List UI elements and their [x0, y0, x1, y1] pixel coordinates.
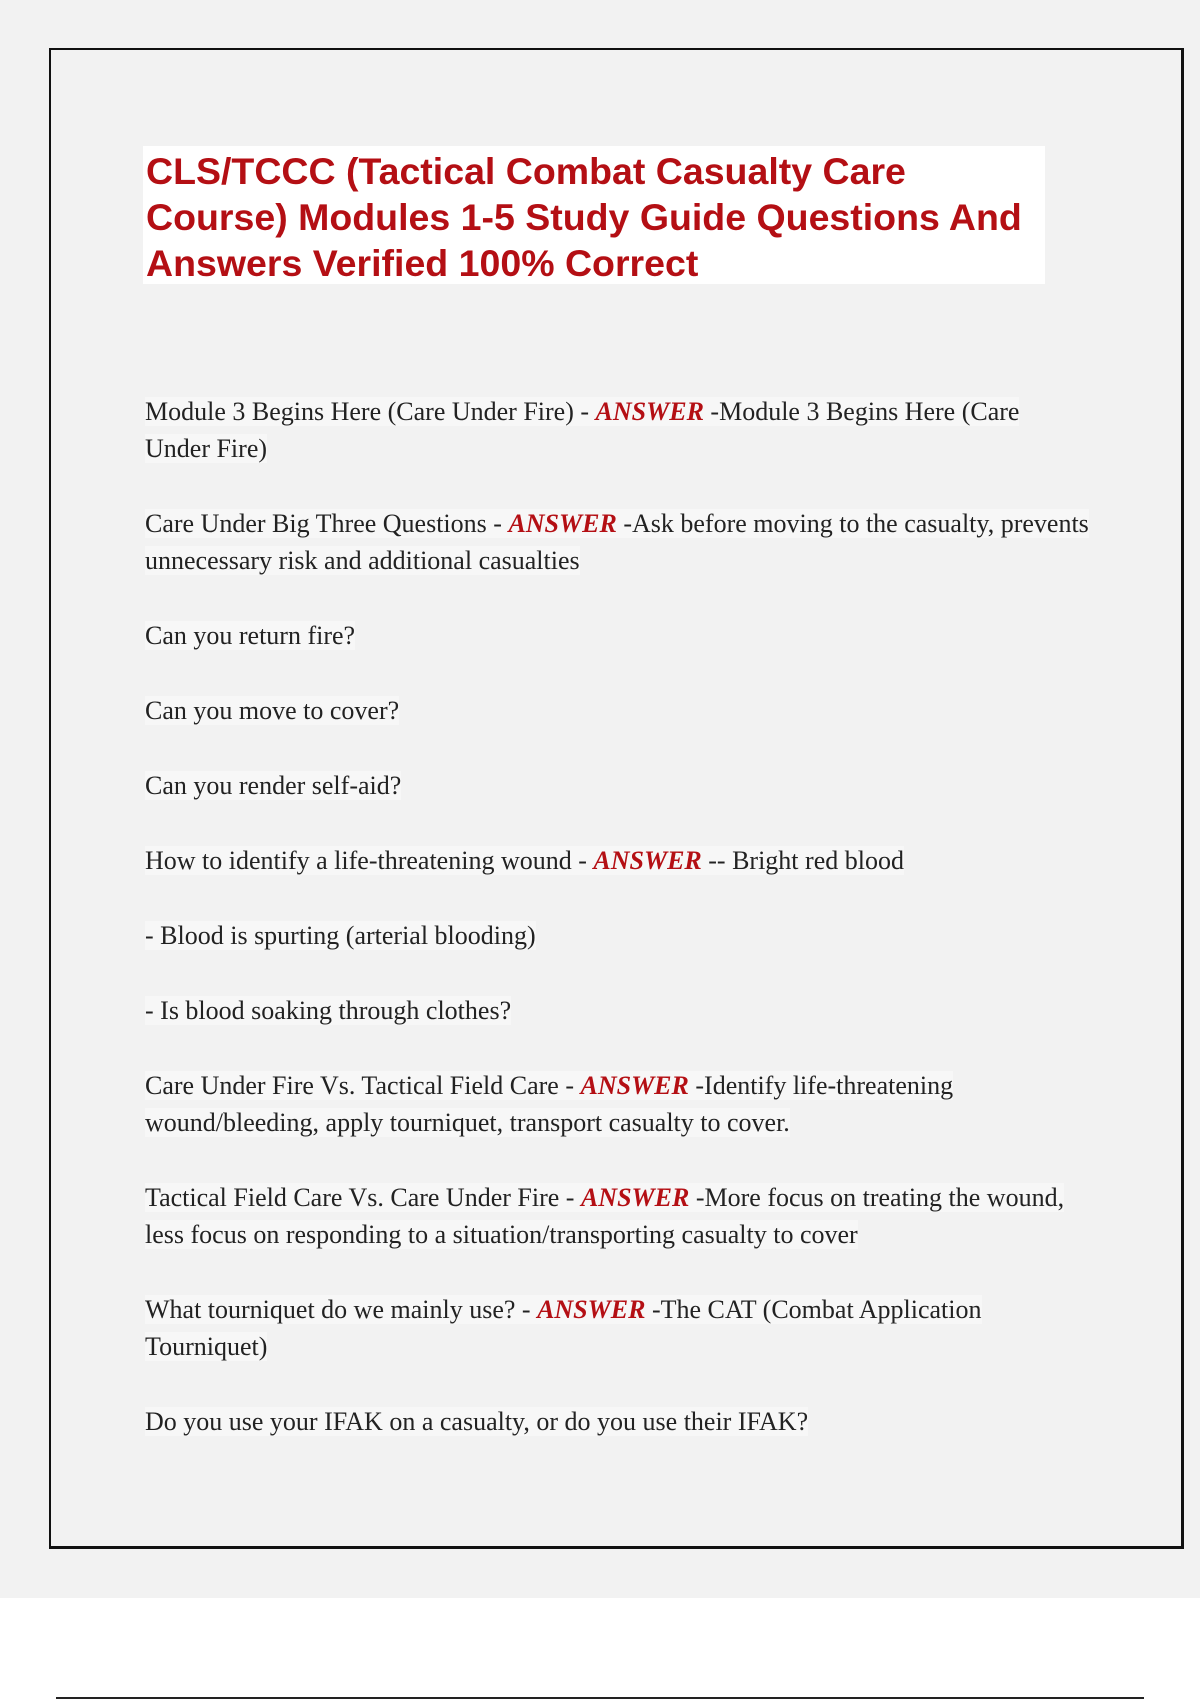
qa-item	[145, 1067, 1090, 1141]
list-item	[145, 917, 1090, 954]
list-item	[145, 767, 1090, 804]
answer-text: -Identify life-threatening wound/bleeding, apply tourniquet, transport casualty to cover.	[145, 1071, 954, 1137]
question-text: Tactical Field Care Vs. Care Under Fire -	[145, 1183, 581, 1212]
answer-text: -- Bright red blood	[701, 846, 904, 875]
answer-label: ANSWER	[595, 397, 704, 426]
list-item	[145, 692, 1090, 729]
item-text: Do you use your IFAK on a casualty, or do you use their IFAK?	[145, 1407, 809, 1436]
question-text: What tourniquet do we mainly use? -	[145, 1295, 538, 1324]
item-text: Can you return fire?	[145, 621, 356, 650]
list-item	[145, 1403, 1090, 1440]
document-title: CLS/TCCC (Tactical Combat Casualty Care Course) Modules 1-5 Study Guide Questions And Answers Verified 100% Correct	[146, 150, 1022, 284]
question-text: Module 3 Begins Here (Care Under Fire) -	[145, 397, 596, 426]
item-text: - Blood is spurting (arterial blooding)	[145, 921, 536, 950]
item-text: Can you move to cover?	[145, 696, 400, 725]
answer-label: ANSWER	[580, 1071, 689, 1100]
footer-rule	[56, 1697, 1144, 1699]
list-item	[145, 992, 1090, 1029]
item-text: Can you render self-aid?	[145, 771, 402, 800]
answer-label: ANSWER	[508, 509, 617, 538]
list-item	[145, 617, 1090, 654]
answer-text: -Ask before moving to the casualty, prevents unnecessary risk and additional casualties	[145, 509, 1089, 575]
answer-text: -Module 3 Begins Here (Care Under Fire)	[145, 397, 1020, 463]
item-text: - Is blood soaking through clothes?	[145, 996, 512, 1025]
qa-item	[145, 1179, 1090, 1253]
answer-text: -More focus on treating the wound, less focus on responding to a situation/transporting casualty to cover	[145, 1183, 1065, 1249]
question-text: How to identify a life-threatening wound -	[145, 846, 594, 875]
qa-item	[145, 842, 1090, 879]
qa-item	[145, 505, 1090, 579]
answer-text: -The CAT (Combat Application Tourniquet)	[145, 1295, 982, 1361]
qa-item	[145, 393, 1090, 467]
qa-item	[145, 1291, 1090, 1365]
answer-label: ANSWER	[537, 1295, 646, 1324]
question-text: Care Under Fire Vs. Tactical Field Care -	[145, 1071, 581, 1100]
answer-label: ANSWER	[580, 1183, 690, 1212]
question-text: Care Under Big Three Questions -	[145, 509, 509, 538]
answer-label: ANSWER	[593, 846, 702, 875]
qa-list	[145, 393, 1090, 1478]
